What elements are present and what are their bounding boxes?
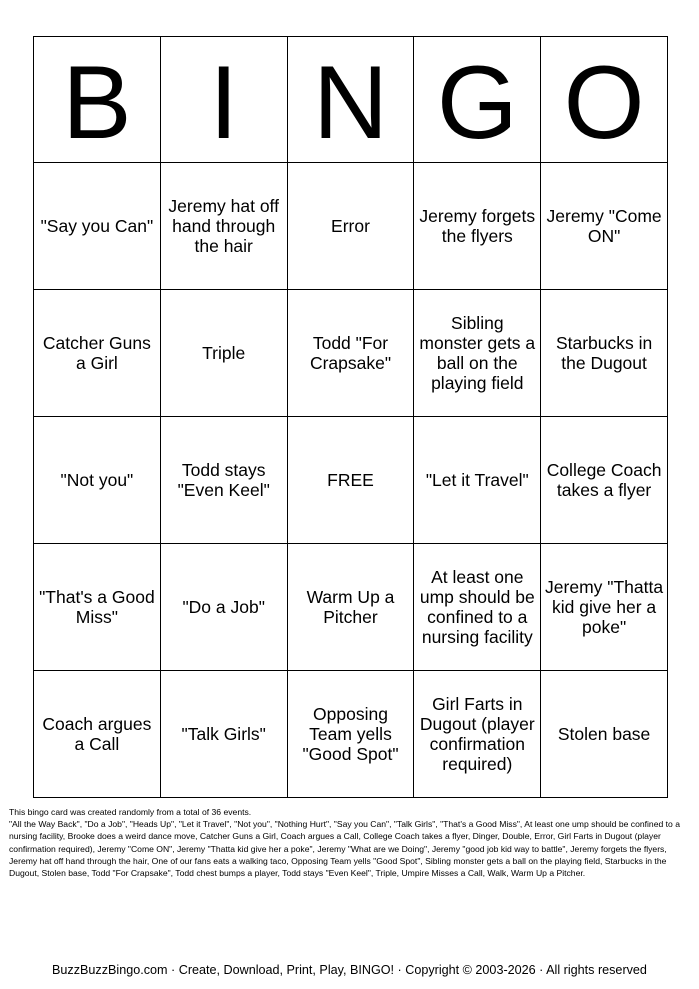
bingo-cell: Coach argues a Call: [34, 671, 161, 798]
bingo-cell: "Say you Can": [34, 163, 161, 290]
bingo-cell: Todd stays "Even Keel": [160, 417, 287, 544]
bingo-cell: Jeremy "Thatta kid give her a poke": [541, 544, 668, 671]
header-letter-b: B: [34, 37, 161, 163]
bingo-cell: Jeremy forgets the flyers: [414, 163, 541, 290]
bingo-row: [34, 290, 668, 417]
bingo-cell: Jeremy hat off hand through the hair: [160, 163, 287, 290]
bingo-cell: Triple: [160, 290, 287, 417]
card-info: [9, 806, 681, 879]
bingo-row: [34, 671, 668, 798]
bingo-card: [33, 36, 668, 798]
bingo-cell: Todd "For Crapsake": [287, 290, 414, 417]
page-footer: BuzzBuzzBingo.com · Create, Download, Print, Play, BINGO! · Copyright © 2003-2026 · All rights reserved: [52, 963, 647, 977]
bingo-cell: "Talk Girls": [160, 671, 287, 798]
bingo-cell: "Not you": [34, 417, 161, 544]
bingo-cell: Stolen base: [541, 671, 668, 798]
header-letter-n: N: [287, 37, 414, 163]
bingo-header-row: [34, 37, 668, 163]
bingo-cell: Warm Up a Pitcher: [287, 544, 414, 671]
bingo-cell: "That's a Good Miss": [34, 544, 161, 671]
bingo-cell: At least one ump should be confined to a nursing facility: [414, 544, 541, 671]
bingo-free-cell: FREE: [287, 417, 414, 544]
bingo-cell: Girl Farts in Dugout (player confirmation required): [414, 671, 541, 798]
header-letter-i: I: [160, 37, 287, 163]
bingo-row: [34, 544, 668, 671]
bingo-cell: Starbucks in the Dugout: [541, 290, 668, 417]
bingo-cell: Jeremy "Come ON": [541, 163, 668, 290]
bingo-cell: Opposing Team yells "Good Spot": [287, 671, 414, 798]
bingo-cell: College Coach takes a flyer: [541, 417, 668, 544]
header-letter-o: O: [541, 37, 668, 163]
bingo-cell: Catcher Guns a Girl: [34, 290, 161, 417]
header-letter-g: G: [414, 37, 541, 163]
bingo-row: [34, 417, 668, 544]
card-info-intro: This bingo card was created randomly from a total of 36 events.: [9, 807, 252, 817]
bingo-cell: Sibling monster gets a ball on the playing field: [414, 290, 541, 417]
bingo-cell: "Let it Travel": [414, 417, 541, 544]
card-info-events: "All the Way Back", "Do a Job", "Heads Up", "Let it Travel", "Not you", "Nothing Hurt", "Say you Can", "Talk Girls", "That's a Good Miss", At least one ump should be confined to a nursing facility, Brooke does a weird dance move, Catcher Guns a Girl, Coach argues a Call, College Coach takes a flyer, Dinger, Double, Error, Girl Farts in Dugout (player confirmation required), Jeremy "Come ON", Jeremy "Thatta kid give her a poke", Jeremy "What are we Doing", Jeremy "good job kid way to battle", Jeremy forgets the flyers, Jeremy hat off hand through the hair, One of our fans eats a walking taco, Opposing Team yells "Good Spot", Sibling monster gets a ball on the playing field, Starbucks in the Dugout, Stolen base, Todd "For Crapsake", Todd chest bumps a player, Todd stays "Even Keel", Triple, Umpire Misses a Call, Walk, Warm Up a Pitcher.: [9, 819, 680, 879]
bingo-cell: "Do a Job": [160, 544, 287, 671]
bingo-cell: Error: [287, 163, 414, 290]
bingo-row: [34, 163, 668, 290]
